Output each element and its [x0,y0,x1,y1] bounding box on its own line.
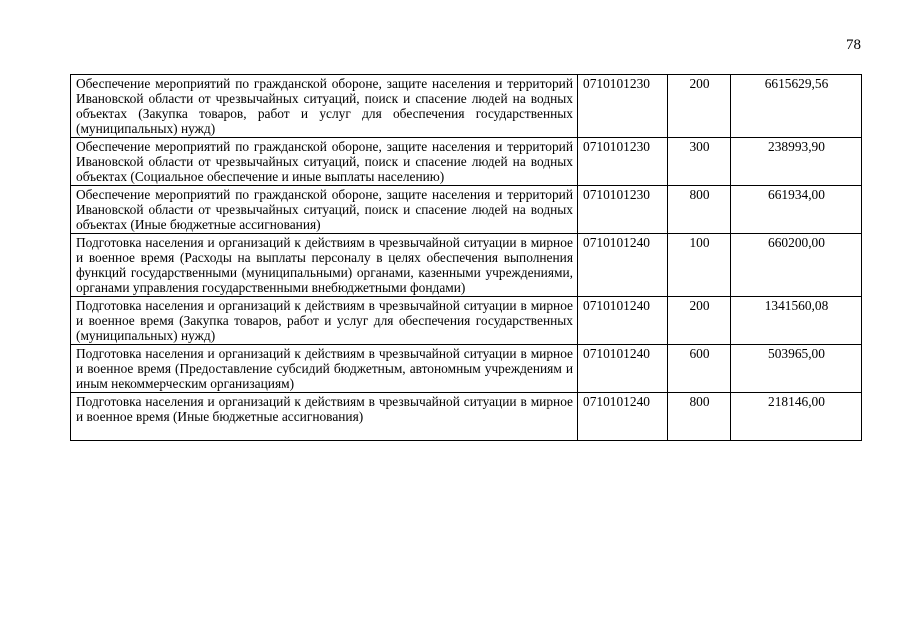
row-amount: 661934,00 [731,186,862,234]
row-expense-type: 800 [668,393,731,441]
row-description: Обеспечение мероприятий по гражданской обороне, защите населения и территорий Ивановской области от чрезвычайных ситуаций, поиск и спасение людей на водных объектах (Социальное обеспечение и иные выплаты населению) [71,138,578,186]
table-row [71,393,862,441]
row-amount: 503965,00 [731,345,862,393]
table-row [71,186,862,234]
row-expense-type: 100 [668,234,731,297]
table-row [71,297,862,345]
page-number: 78 [846,37,861,53]
row-target-code: 0710101240 [578,345,668,393]
row-expense-type: 200 [668,75,731,138]
row-target-code: 0710101240 [578,234,668,297]
row-target-code: 0710101230 [578,75,668,138]
row-description: Подготовка населения и организаций к действиям в чрезвычайной ситуации в мирное и военное время (Предоставление субсидий бюджетным, автономным учреждениям и иным некоммерческим организациям) [71,345,578,393]
row-amount: 1341560,08 [731,297,862,345]
row-description: Обеспечение мероприятий по гражданской обороне, защите населения и территорий Ивановской области от чрезвычайных ситуаций, поиск и спасение людей на водных объектах (Иные бюджетные ассигнования) [71,186,578,234]
row-amount: 238993,90 [731,138,862,186]
table-row [71,345,862,393]
row-amount: 218146,00 [731,393,862,441]
row-amount: 660200,00 [731,234,862,297]
row-amount: 6615629,56 [731,75,862,138]
row-expense-type: 300 [668,138,731,186]
budget-table [70,74,862,441]
row-target-code: 0710101230 [578,186,668,234]
table-row [71,234,862,297]
row-description: Подготовка населения и организаций к действиям в чрезвычайной ситуации в мирное и военное время (Закупка товаров, работ и услуг для обеспечения государственных (муниципальных) нужд) [71,297,578,345]
row-description: Подготовка населения и организаций к действиям в чрезвычайной ситуации в мирное и военное время (Расходы на выплаты персоналу в целях обеспечения выполнения функций государственными (муниципальными) органами, казенными учреждениями, органами управления государственными внебюджетными фондами) [71,234,578,297]
row-expense-type: 800 [668,186,731,234]
row-description: Подготовка населения и организаций к действиям в чрезвычайной ситуации в мирное и военное время (Иные бюджетные ассигнования) [71,393,578,441]
row-target-code: 0710101240 [578,297,668,345]
table-row [71,138,862,186]
row-expense-type: 600 [668,345,731,393]
row-expense-type: 200 [668,297,731,345]
row-target-code: 0710101240 [578,393,668,441]
row-description: Обеспечение мероприятий по гражданской обороне, защите населения и территорий Ивановской области от чрезвычайных ситуаций, поиск и спасение людей на водных объектах (Закупка товаров, работ и услуг для обеспечения государственных (муниципальных) нужд) [71,75,578,138]
row-target-code: 0710101230 [578,138,668,186]
table-row [71,75,862,138]
